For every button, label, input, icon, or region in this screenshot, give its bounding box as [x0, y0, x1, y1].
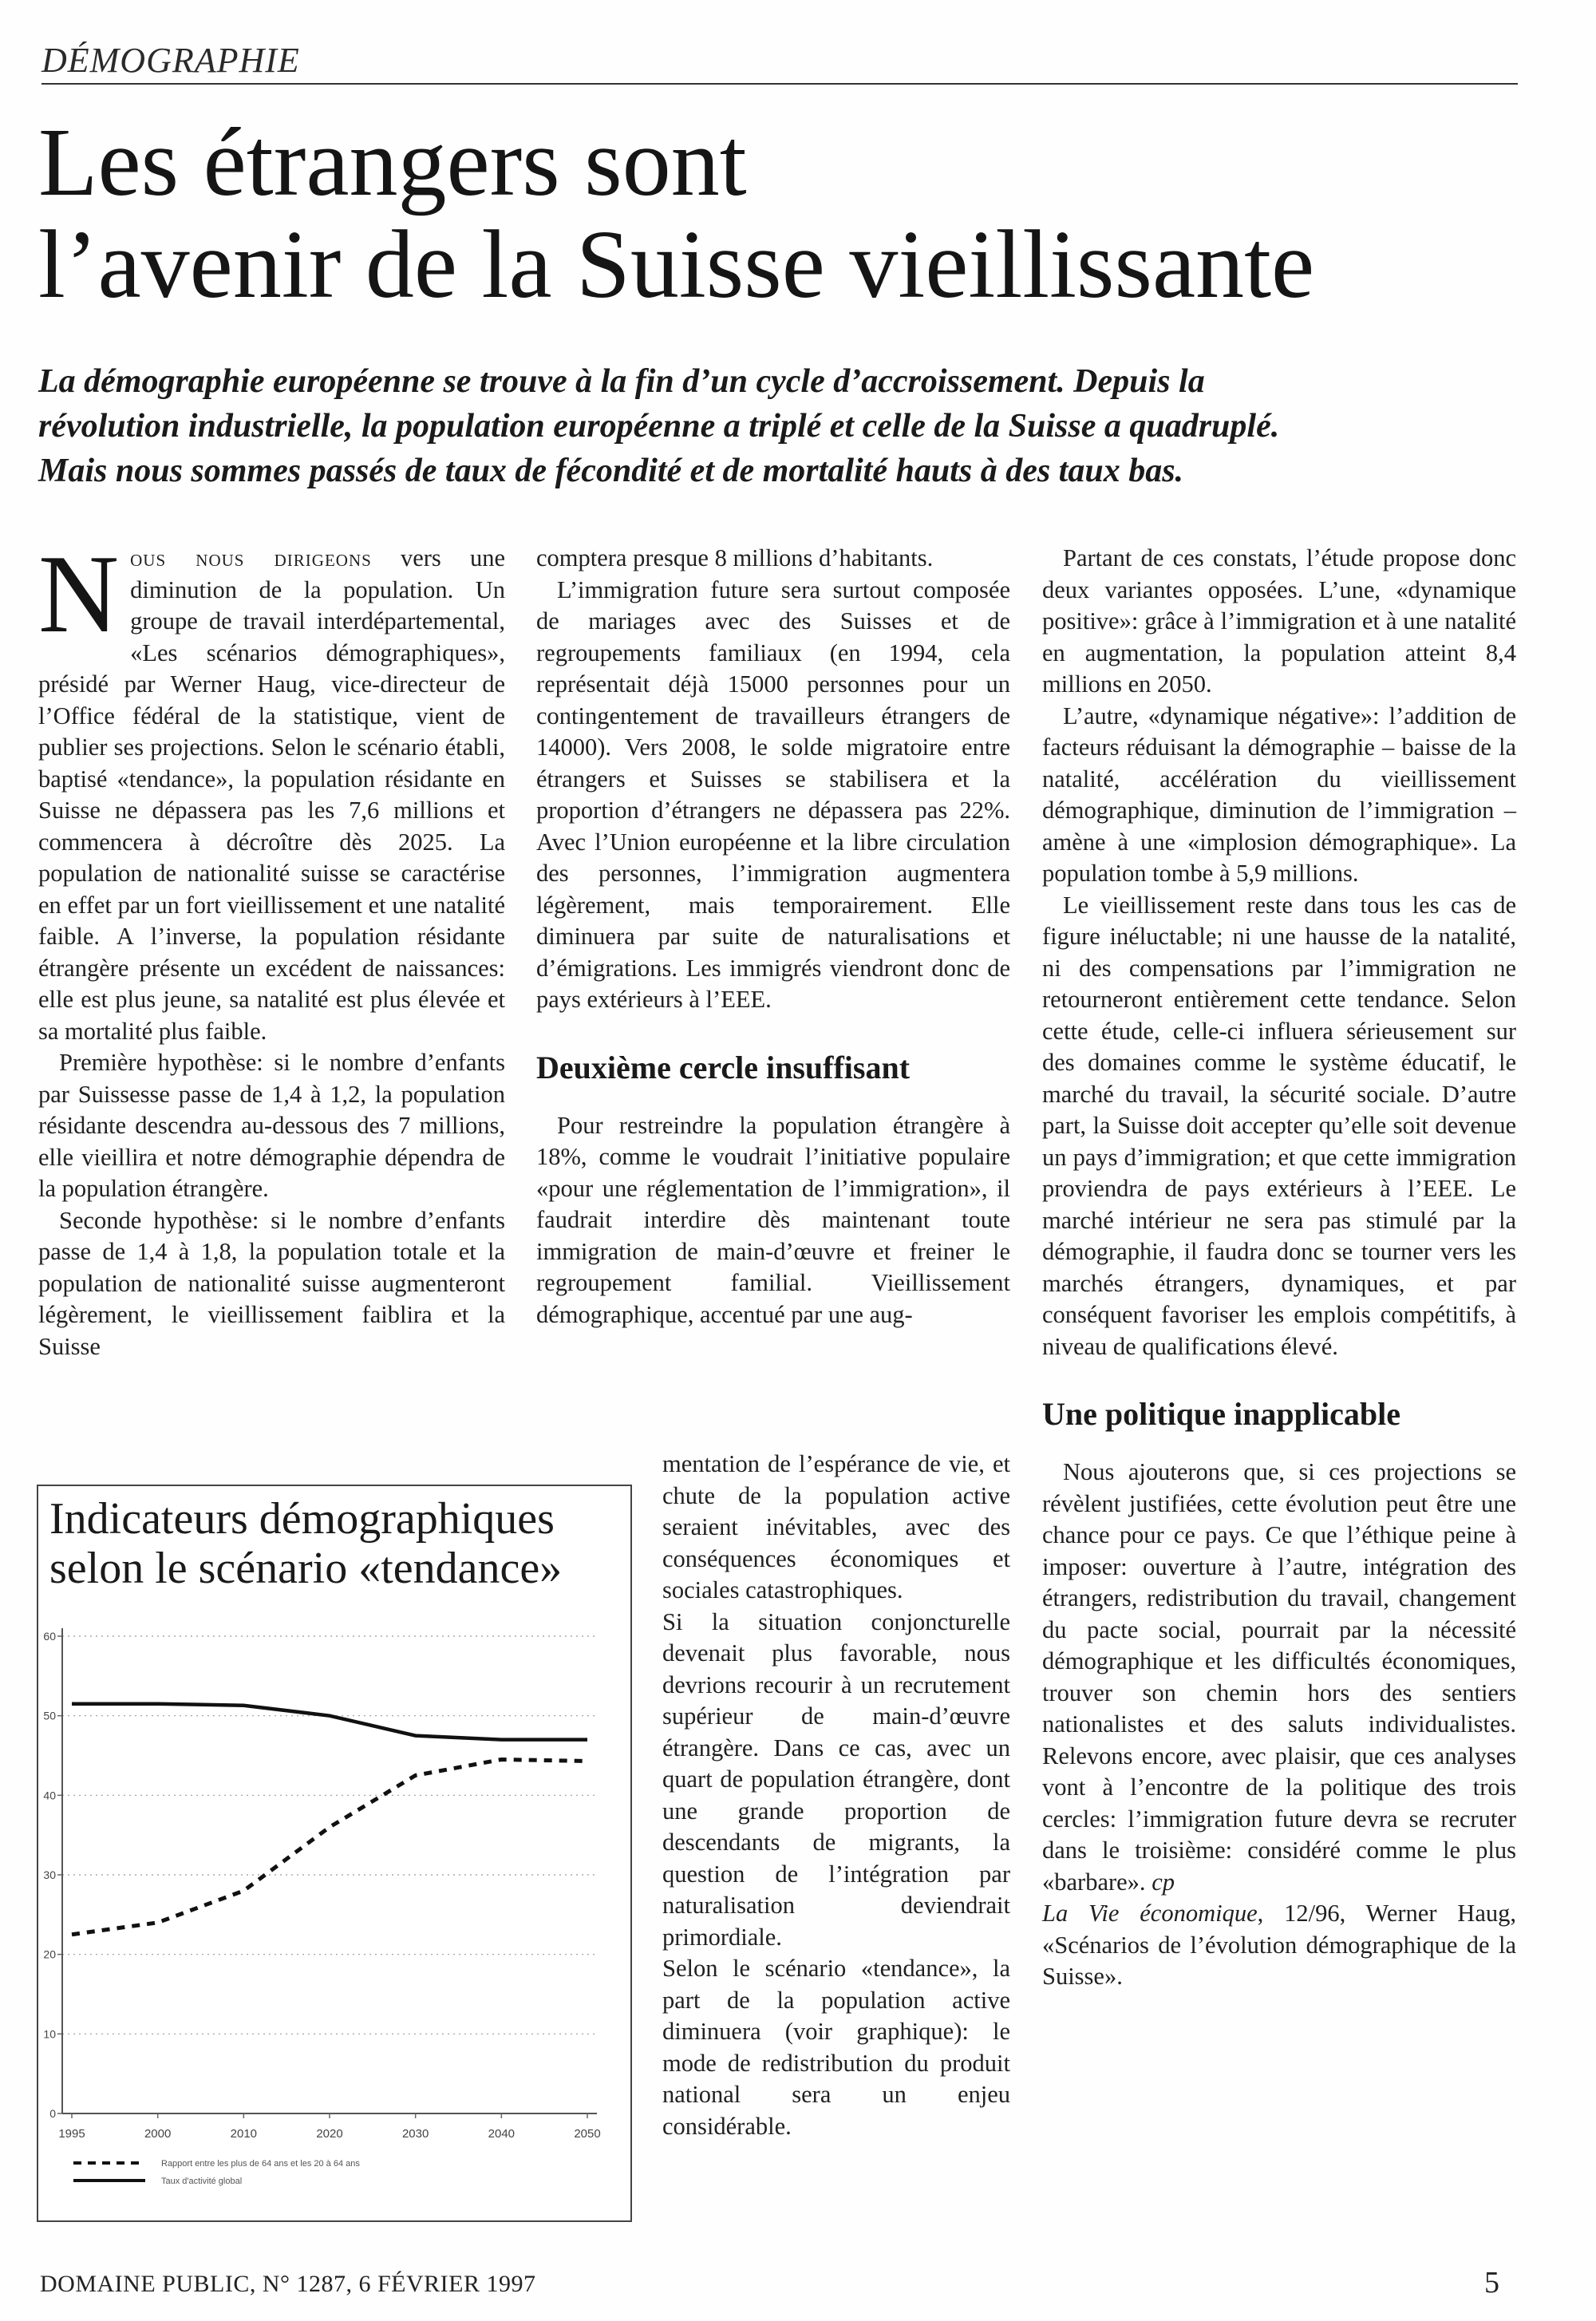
- col3-paragraph-3: Le vieillissement reste dans tous les cas de figure inéluctable; ni une hausse de la natalité, ni des compensations par l’immigration ne retourneront entièrement cette tendance. Selon cette étude, celle-ci influera sérieusement sur des domaines comme le système éducatif, le marché du travail, la sécurité sociale. D’autre part, la Suisse doit accepter qu’elle soit devenue un pays d’immigration; et que cette immigration proviendra de pays extérieurs à l’EEE. Le marché intérieur ne sera pas stimulé par la démographie, il faudra donc se tourner vers les marchés étrangers, dynamiques, et par conséquent favoriser les emplois compétitifs, à niveau de qualifications élevé.: [1042, 891, 1516, 1360]
- col2-paragraph-5: Selon le scénario «tendance», la part de la population active diminuera (voir graphique): le mode de redistribution du produit national sera un enjeu considérable.: [662, 1955, 1010, 2140]
- column-1: [38, 532, 505, 1362]
- x-tick-label-2040: 2040: [488, 2127, 516, 2141]
- column-2-continued: [662, 1449, 1010, 2142]
- section-label: DÉMOGRAPHIE: [41, 41, 300, 80]
- series-line-ratio-elderly: [72, 1759, 587, 1934]
- col1-paragraph-2: Première hypothèse: si le nombre d’enfants par Suissesse passe de 1,4 à 1,2, la population résidante descendra au-dessous des 7 millions, elle vieillira et notre démographie dépendra de la population étrangère.: [38, 1049, 505, 1202]
- drop-cap: N: [38, 532, 120, 656]
- y-tick-label-40: 40: [43, 1789, 56, 1802]
- y-tick-label-20: 20: [43, 1947, 56, 1961]
- subhead-deuxieme-cercle: Deuxième cercle insuffisant: [536, 1049, 911, 1085]
- x-tick-label-2030: 2030: [401, 2127, 429, 2141]
- col2-paragraph-3-cont: mentation de l’espérance de vie, et chute de la population active seraient inévitables, avec des conséquences économiques et sociales catastrophiques.: [662, 1450, 1010, 1603]
- col3-paragraph-4-text: Nous ajouterons que, si ces projections se révèlent justifiées, cette évolution peut être une chance pour ce pays. Ce que l’éthique peine à imposer: ouverture à l’autre, intégration des étrangers, redistribution du travail, changement du pacte social, pourrait par la nécessité démographique et les difficultés économiques, trouver son chemin hors des sentiers nationalistes et des saluts individualistes. Relevons encore, avec plaisir, que ces analyses vont à l’encontre de la politique des trois cercles: l’immigration future devra se recruter dans le troisième: considéré comme le plus «barbare».: [1042, 1458, 1516, 1896]
- x-tick-label-1995: 1995: [58, 2127, 85, 2141]
- x-tick-label-2010: 2010: [230, 2127, 258, 2141]
- chart-title: Indicateurs démographiques selon le scénario «tendance»: [49, 1494, 563, 1593]
- source-rest: , 12/96, Werner Haug, «Scénarios de l’évolution démographique de la Suisse».: [1042, 1900, 1516, 1990]
- series-line-activity-rate: [72, 1704, 587, 1740]
- col1-paragraph-3: Seconde hypothèse: si le nombre d’enfants passe de 1,4 à 1,8, la population totale et la population de nationalité suisse augmenteront légèrement, le vieillissement faiblira et la Suisse: [38, 1206, 505, 1360]
- headline: [38, 109, 1539, 318]
- headline-line-2: l’avenir de la Suisse vieillissante: [38, 211, 1315, 318]
- x-tick-label-2050: 2050: [574, 2127, 601, 2141]
- lead-paragraph: La démographie européenne se trouve à la fin d’un cycle d’accroissement. Depuis la révolution industrielle, la population européenne a triplé et celle de la Suisse a quadruplé. Mais nous sommes passés de taux de fécondité et de mortalité hauts à des taux bas.: [38, 363, 1280, 489]
- source-title: La Vie économique: [1042, 1900, 1258, 1927]
- col3-paragraph-1: Partant de ces constats, l’étude propose donc deux variantes opposées. L’une, «dynamique positive»: grâce à l’immigration et à une natalité en augmentation, la population atteint 8,4 millions en 2050.: [1042, 544, 1516, 698]
- line-chart: [38, 1596, 629, 2203]
- y-tick-label-0: 0: [49, 2107, 56, 2120]
- col3-paragraph-2: L’autre, «dynamique négative»: l’addition de facteurs réduisant la démographie – baisse de la natalité, accélération du vieillissement démographique, diminution de l’immigration – amène à une «implosion démographique». La population tombe à 5,9 millions.: [1042, 702, 1516, 887]
- col3-paragraph-4: [1042, 1457, 1516, 1993]
- col2-paragraph-1: comptera presque 8 millions d’habitants.: [536, 544, 934, 571]
- section-rule: [41, 83, 1518, 85]
- author-signature: cp: [1152, 1868, 1175, 1896]
- legend-label-0: Rapport entre les plus de 64 ans et les 20 à 64 ans: [161, 2159, 360, 2169]
- y-tick-label-50: 50: [43, 1709, 56, 1722]
- page-number: 5: [1484, 2266, 1499, 2299]
- col2-paragraph-4: Si la situation conjoncturelle devenait plus favorable, nous devrions recourir à un recrutement supérieur de main-d’œuvre étrangère. Dans ce cas, avec un quart de population étrangère, dont une grande proportion de descendants de migrants, la question de l’intégration par naturalisation deviendrait primordiale.: [662, 1607, 1010, 1951]
- headline-line-1: Les étrangers sont: [38, 109, 747, 216]
- small-caps-opening: ous nous dirigeons: [130, 544, 372, 571]
- subhead-politique: Une politique inapplicable: [1042, 1396, 1400, 1432]
- column-3: [1042, 543, 1516, 1993]
- col1-paragraph-1: [38, 532, 505, 1047]
- y-tick-label-30: 30: [43, 1868, 56, 1881]
- column-2: [536, 543, 1010, 1331]
- footer-publication: DOMAINE PUBLIC, N° 1287, 6 FÉVRIER 1997: [40, 2271, 536, 2297]
- col1-paragraph-1-text: vers une diminution de la population. Un groupe de travail interdépartemental, «Les scénarios démographiques», présidé par Werner Haug, vice-directeur de l’Office fédéral de la statistique, vient de publier ses projections. Selon le scénario établi, baptisé «tendance», la population résidante en Suisse ne dépassera pas les 7,6 millions et commencera à décroître dès 2025. La population de nationalité suisse se caractérise en effet par un fort vieillissement et une natalité faible. A l’inverse, la population résidante étrangère présente un excédent de naissances: elle est plus jeune, sa natalité est plus élevée et sa mortalité plus faible.: [38, 544, 505, 1045]
- y-tick-label-60: 60: [43, 1630, 56, 1643]
- legend-label-1: Taux d'activité global: [161, 2177, 243, 2186]
- x-tick-label-2000: 2000: [144, 2127, 172, 2141]
- col2-paragraph-2: L’immigration future sera surtout composée de mariages avec des Suisses et de regroupements familiaux (en 1994, cela représentait déjà 15000 personnes pour un contingentement de travailleurs étrangers de 14000). Vers 2008, le solde migratoire entre étrangers et Suisses se stabilisera et la proportion d’étrangers ne dépassera pas 22%. Avec l’Union européenne et la libre circulation des personnes, l’immigration augmentera légèrement, mais temporairement. Elle diminuera par suite de naturalisations et d’émigrations. Les immigrés viendront donc de pays extérieurs à l’EEE.: [536, 575, 1010, 1013]
- y-tick-label-10: 10: [43, 2027, 56, 2041]
- col2-paragraph-3: Pour restreindre la population étrangère à 18%, comme le voudrait l’initiative populaire «pour une réglementation de l’immigration», il faudrait interdire dès maintenant toute immigration de main-d’œuvre et freiner le regroupement familial. Vieillissement démographique, accentué par une aug-: [536, 1111, 1010, 1328]
- x-tick-label-2020: 2020: [316, 2127, 343, 2141]
